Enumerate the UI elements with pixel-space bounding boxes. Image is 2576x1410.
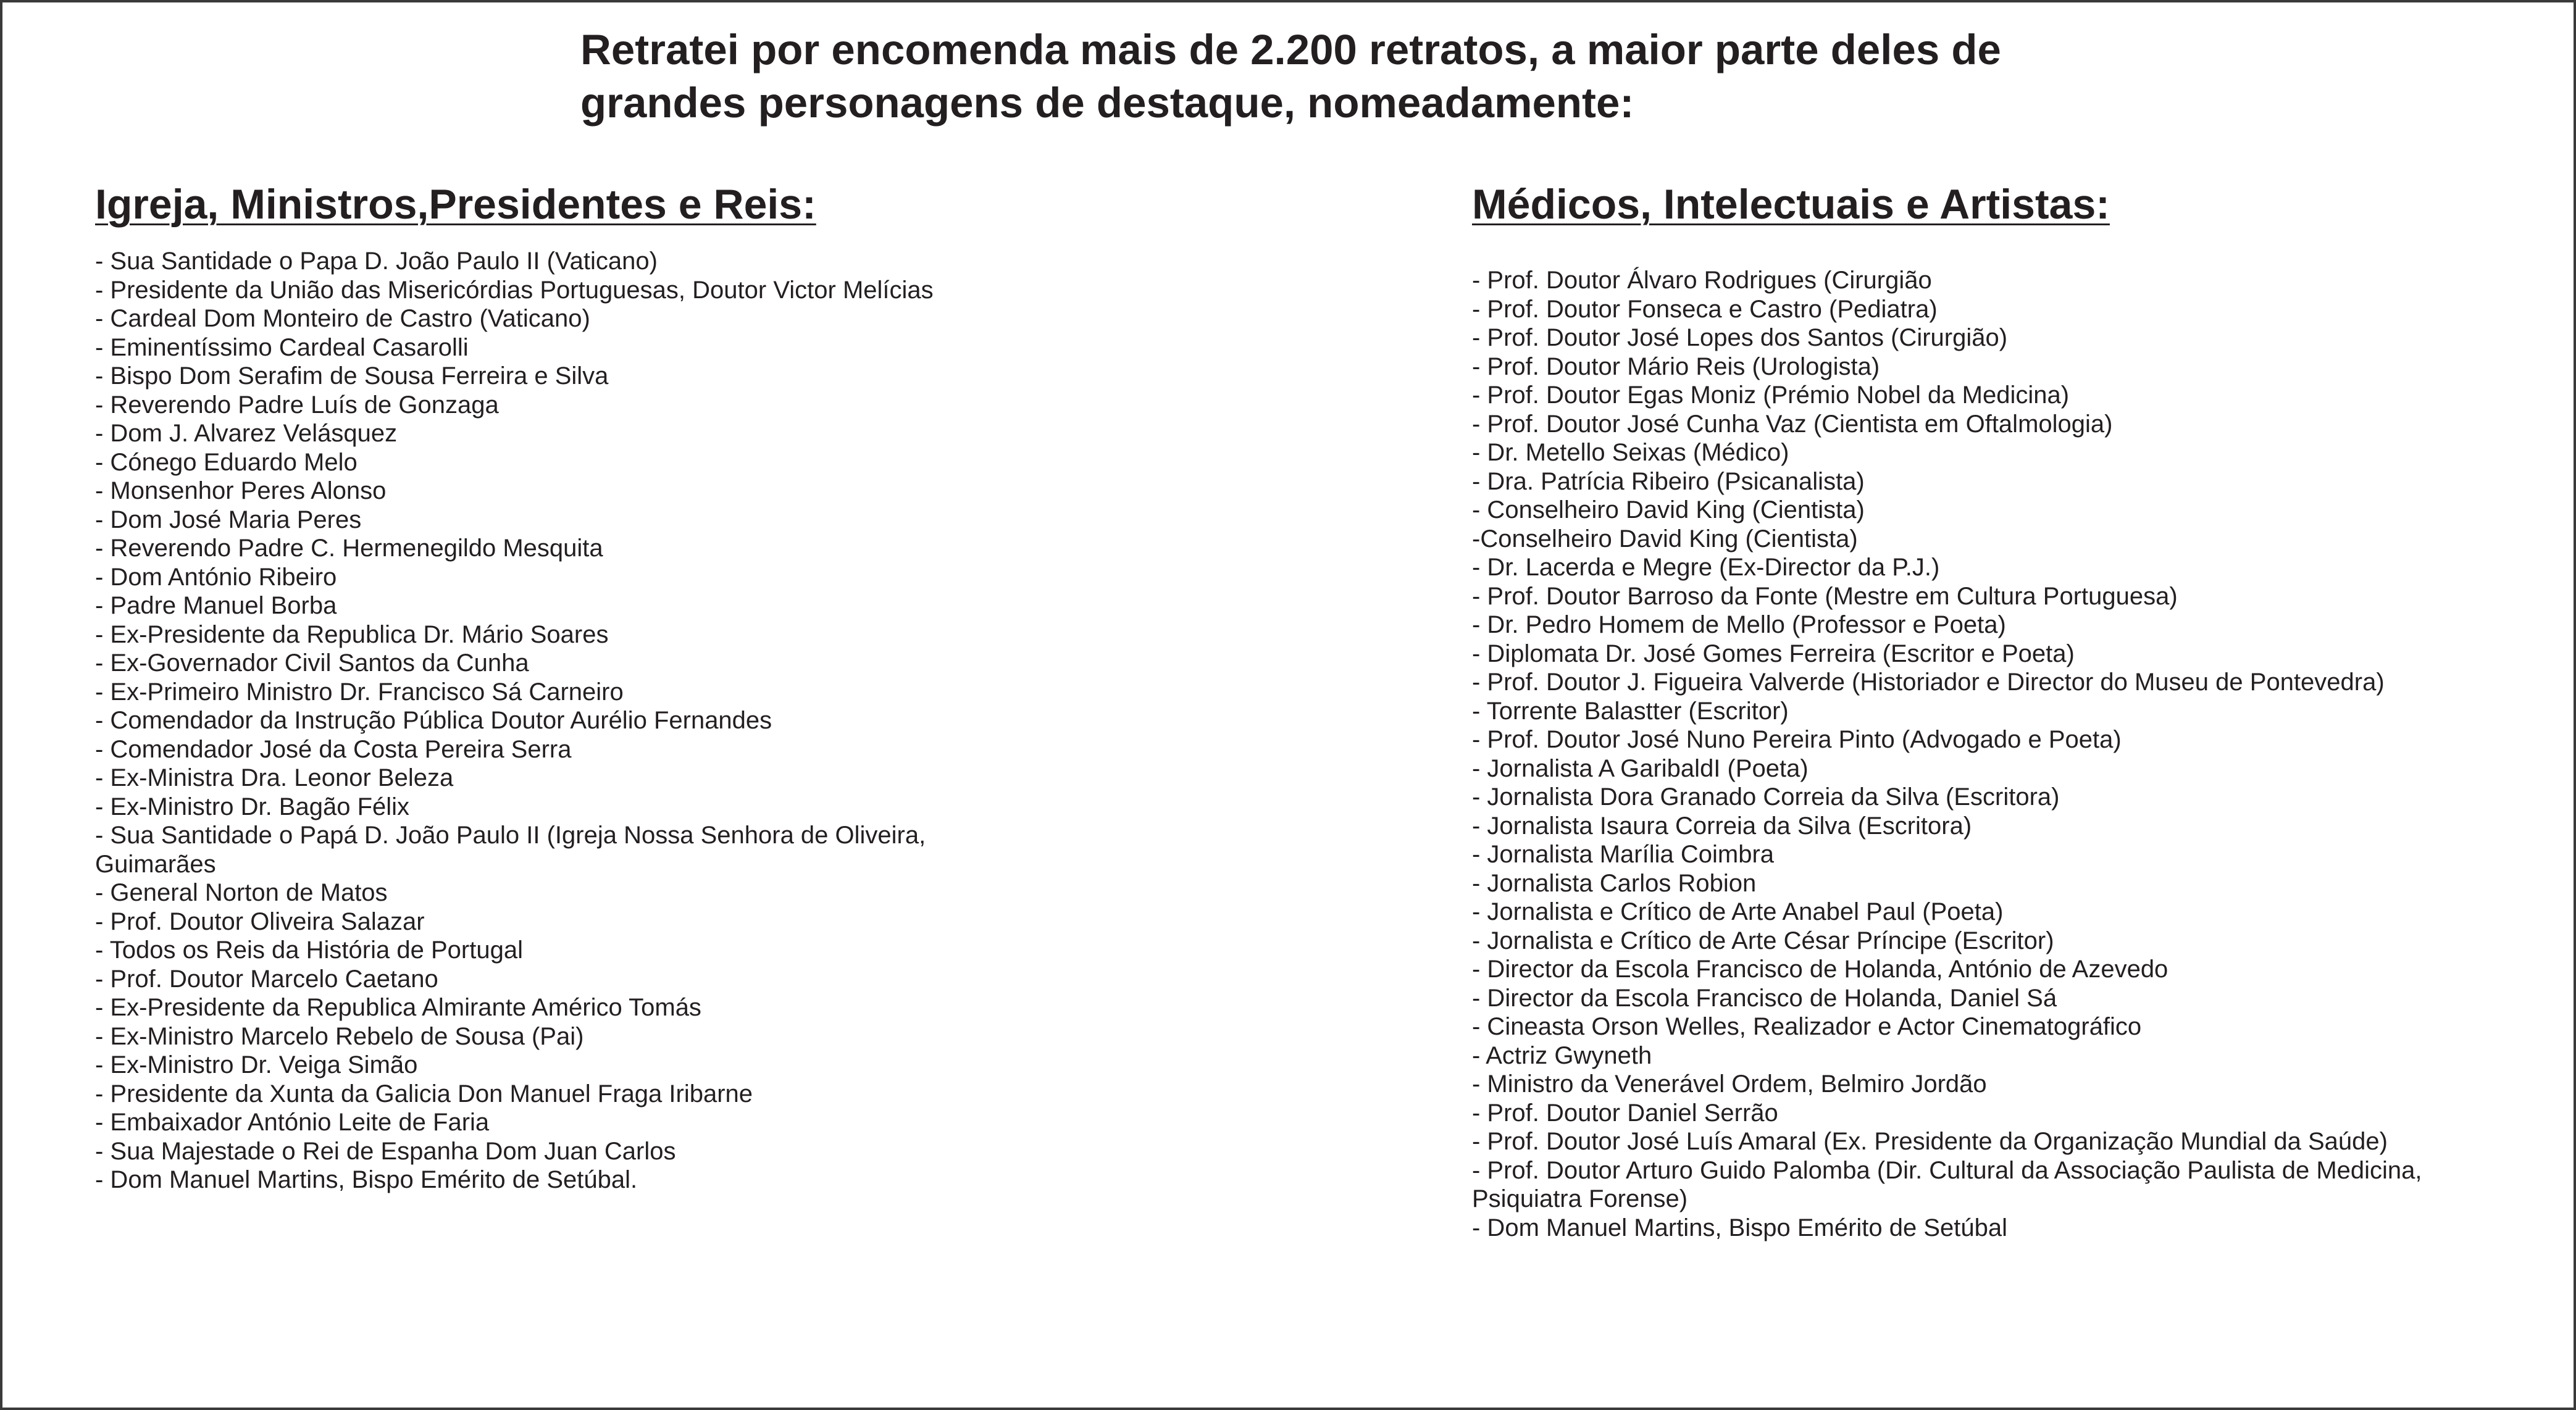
list-item: - Jornalista Marília Coimbra — [1472, 841, 1775, 868]
right-column-list — [1472, 266, 2534, 1242]
right-column — [1472, 178, 2534, 1242]
list-item: - Dom António Ribeiro — [95, 563, 337, 591]
list-item: - Eminentíssimo Cardeal Casarolli — [95, 333, 469, 361]
list-item: - Jornalista Isaura Correia da Silva (Escritora) — [1472, 812, 1972, 840]
list-item: - Diplomata Dr. José Gomes Ferreira (Escritor e Poeta) — [1472, 640, 2075, 667]
list-item: - Prof. Doutor Egas Moniz (Prémio Nobel da Medicina) — [1472, 382, 2070, 409]
list-item: - Prof. Doutor José Lopes dos Santos (Cirurgião) — [1472, 324, 2008, 351]
left-column-title: Igreja, Ministros,Presidentes e Reis: — [95, 181, 816, 228]
headline — [580, 23, 2248, 130]
list-item: - Prof. Doutor Fonseca e Castro (Pediatra) — [1472, 295, 1938, 323]
list-item: - Director da Escola Francisco de Holanda, Daniel Sá — [1472, 984, 2057, 1012]
list-item: - Prof. Doutor Oliveira Salazar — [95, 907, 425, 935]
list-item: - Director da Escola Francisco de Holanda, António de Azevedo — [1472, 956, 2168, 983]
list-item: - Cónego Eduardo Melo — [95, 448, 358, 476]
list-item: - Actriz Gwyneth — [1472, 1041, 1652, 1069]
list-item: - Monsenhor Peres Alonso — [95, 477, 387, 504]
list-item: - Ex-Ministro Dr. Bagão Félix — [95, 793, 410, 820]
list-item: - Jornalista A GaribaldI (Poeta) — [1472, 754, 1809, 782]
list-item: - Dr. Lacerda e Megre (Ex-Director da P.J.) — [1472, 554, 1940, 581]
right-column-title: Médicos, Intelectuais e Artistas: — [1472, 181, 2110, 228]
list-item: - Presidente da União das Misericórdias Portuguesas, Doutor Victor Melícias — [95, 276, 934, 304]
list-item: - Bispo Dom Serafim de Sousa Ferreira e Silva — [95, 362, 609, 390]
list-item: - Prof. Doutor José Cunha Vaz (Cientista em Oftalmologia) — [1472, 410, 2113, 438]
list-item: - Prof. Doutor Barroso da Fonte (Mestre em Cultura Portuguesa) — [1472, 582, 2178, 610]
left-column — [95, 178, 1361, 1195]
list-item: - Sua Santidade o Papa D. João Paulo II (Vaticano) — [95, 248, 658, 275]
list-item: - Padre Manuel Borba — [95, 592, 337, 619]
list-item: - Embaixador António Leite de Faria — [95, 1109, 490, 1136]
list-item: - Ex-Presidente da Republica Dr. Mário Soares — [95, 620, 609, 648]
list-item: - Prof. Doutor José Nuno Pereira Pinto (Advogado e Poeta) — [1472, 726, 2122, 753]
list-item: - Ministro da Venerável Ordem, Belmiro Jordão — [1472, 1070, 1987, 1098]
list-item: -Conselheiro David King (Cientista) — [1472, 525, 1858, 553]
list-item: - Ex-Primeiro Ministro Dr. Francisco Sá Carneiro — [95, 678, 624, 706]
left-column-list — [95, 247, 1046, 1195]
list-item: - Conselheiro David King (Cientista) — [1472, 496, 1865, 524]
list-item: - Jornalista Carlos Robion — [1472, 869, 1757, 897]
list-item: - Prof. Doutor José Luís Amaral (Ex. Presidente da Organização Mundial da Saúde) — [1472, 1128, 2388, 1155]
list-item: - Comendador da Instrução Pública Doutor Aurélio Fernandes — [95, 707, 772, 734]
list-item: - Ex-Ministro Dr. Veiga Simão — [95, 1051, 418, 1078]
list-item: - Prof. Doutor Arturo Guido Palomba (Dir. Cultural da Associação Paulista de Medicina, Psiquiatra Forense) — [1472, 1156, 2422, 1212]
list-item: - Ex-Presidente da Republica Almirante Américo Tomás — [95, 994, 701, 1021]
headline-line-1: Retratei por encomenda mais de 2.200 retratos, a maior parte deles de — [580, 26, 2001, 73]
list-item: - General Norton de Matos — [95, 879, 388, 906]
list-item: - Dra. Patrícia Ribeiro (Psicanalista) — [1472, 467, 1865, 495]
list-item: - Ex-Ministra Dra. Leonor Beleza — [95, 764, 454, 791]
list-item: - Comendador José da Costa Pereira Serra — [95, 735, 572, 763]
list-item: - Prof. Doutor Daniel Serrão — [1472, 1099, 1778, 1127]
list-item: - Presidente da Xunta da Galicia Don Manuel Fraga Iribarne — [95, 1080, 753, 1108]
list-item: - Dom José Maria Peres — [95, 506, 362, 533]
list-item: - Cardeal Dom Monteiro de Castro (Vaticano) — [95, 305, 590, 332]
list-item: - Prof. Doutor Álvaro Rodrigues (Cirurgião — [1472, 267, 1932, 294]
list-item: - Reverendo Padre Luís de Gonzaga — [95, 391, 499, 419]
list-item: - Torrente Balastter (Escritor) — [1472, 697, 1789, 725]
list-item: - Prof. Doutor J. Figueira Valverde (Historiador e Director do Museu de Pontevedra) — [1472, 669, 2385, 696]
list-item: - Jornalista e Crítico de Arte César Príncipe (Escritor) — [1472, 927, 2054, 954]
list-item: - Dr. Metello Seixas (Médico) — [1472, 439, 1789, 466]
list-item: - Jornalista Dora Granado Correia da Silva (Escritora) — [1472, 783, 2060, 811]
list-item: - Dom Manuel Martins, Bispo Emérito de Setúbal. — [95, 1166, 638, 1193]
list-item: - Dom Manuel Martins, Bispo Emérito de Setúbal — [1472, 1214, 2008, 1241]
list-item: - Ex-Governador Civil Santos da Cunha — [95, 649, 529, 677]
headline-line-2: grandes personagens de destaque, nomeadamente: — [580, 79, 1634, 127]
list-item: - Ex-Ministro Marcelo Rebelo de Sousa (Pai) — [95, 1022, 584, 1050]
list-item: - Cineasta Orson Welles, Realizador e Actor Cinematográfico — [1472, 1013, 2142, 1040]
list-item: - Reverendo Padre C. Hermenegildo Mesquita — [95, 535, 603, 562]
list-item: - Sua Santidade o Papá D. João Paulo II (Igreja Nossa Senhora de Oliveira, Guimarães — [95, 822, 926, 878]
list-item: - Sua Majestade o Rei de Espanha Dom Juan Carlos — [95, 1137, 676, 1165]
list-item: - Prof. Doutor Mário Reis (Urologista) — [1472, 352, 1880, 380]
list-item: - Jornalista e Crítico de Arte Anabel Paul (Poeta) — [1472, 898, 2004, 925]
list-item: - Prof. Doutor Marcelo Caetano — [95, 965, 438, 993]
list-item: - Dr. Pedro Homem de Mello (Professor e Poeta) — [1472, 611, 2006, 638]
list-item: - Todos os Reis da História de Portugal — [95, 937, 523, 964]
list-item: - Dom J. Alvarez Velásquez — [95, 420, 398, 447]
